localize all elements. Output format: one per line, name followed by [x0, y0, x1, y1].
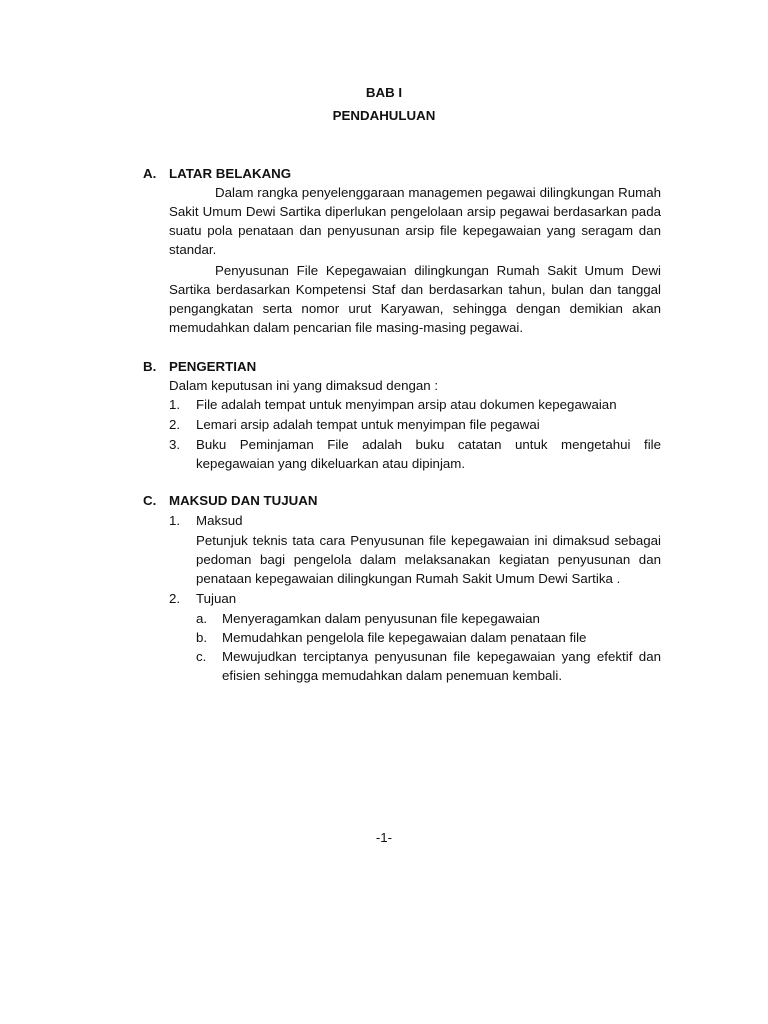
tujuan-subitem-letter: c. [196, 649, 207, 664]
chapter-number: BAB I [365, 85, 403, 100]
section-a-letter: A. [143, 166, 157, 181]
maksud-number: 1. [169, 513, 181, 528]
list-item-number: 3. [169, 437, 181, 452]
page-number: -1- [375, 830, 393, 845]
section-a-title: LATAR BELAKANG [169, 166, 292, 181]
tujuan-subitem-text: Menyeragamkan dalam penyusunan file kepegawaian [222, 611, 540, 626]
list-item [169, 415, 661, 434]
section-a-paragraph-2: Penyusunan File Kepegawaian dilingkungan Rumah Sakit Umum Dewi Sartika berdasarkan Kompetensi Staf dan berdasarkan tahun, bulan dan tanggal pengangkatan serta nomor urut Karyawan, sehingga dengan demikian akan memudahkan dalam pencarian file masing-masing pegawai. [169, 263, 661, 335]
list-item-text: File adalah tempat untuk menyimpan arsip atau dokumen kepegawaian [196, 397, 617, 412]
tujuan-subitem [169, 609, 661, 628]
section-c-letter: C. [143, 493, 157, 508]
section-b-heading [143, 357, 256, 376]
tujuan-subitem [169, 628, 661, 647]
section-a-heading [143, 164, 291, 183]
tujuan-subitem [169, 647, 661, 685]
tujuan-number: 2. [169, 591, 181, 606]
section-b-title: PENGERTIAN [169, 359, 257, 374]
section-b-intro: Dalam keputusan ini yang dimaksud dengan : [169, 378, 439, 393]
tujuan-subitem-letter: a. [196, 611, 208, 626]
tujuan-item [169, 589, 661, 608]
tujuan-subitem-text: Mewujudkan terciptanya penyusunan file kepegawaian yang efektif dan efisien sehingga memudahkan dalam penemuan kembali. [222, 649, 661, 683]
chapter-title: PENDAHULUAN [332, 108, 436, 123]
tujuan-subitem-letter: b. [196, 630, 208, 645]
section-c-title: MAKSUD DAN TUJUAN [169, 493, 318, 508]
list-item-text: Lemari arsip adalah tempat untuk menyimpan file pegawai [196, 417, 540, 432]
section-c-body [169, 511, 661, 685]
list-item [169, 435, 661, 473]
maksud-item [169, 511, 661, 530]
list-item-number: 2. [169, 417, 181, 432]
list-item-text: Buku Peminjaman File adalah buku catatan untuk mengetahui file kepegawaian yang dikeluarkan atau dipinjam. [196, 437, 661, 471]
list-item [169, 395, 661, 414]
maksud-text: Petunjuk teknis tata cara Penyusunan file kepegawaian ini dimaksud sebagai pedoman bagi pengelola dalam melaksanakan kegiatan penyusunan dan penataan kepegawaian dilingkungan Rumah Sakit Umum Dewi Sartika . [196, 533, 661, 586]
section-a-paragraph-1: Dalam rangka penyelenggaraan managemen pegawai dilingkungan Rumah Sakit Umum Dewi Sartika diperlukan pengelolaan arsip pegawai berdasarkan pada suatu pola penataan dan penyusunan arsip file kepegawaian yang seragam dan standar. [169, 185, 661, 257]
section-b-body [169, 376, 661, 474]
list-item-number: 1. [169, 397, 181, 412]
maksud-label: Maksud [196, 513, 243, 528]
section-c-heading [143, 491, 317, 510]
tujuan-subitem-text: Memudahkan pengelola file kepegawaian dalam penataan file [222, 630, 587, 645]
tujuan-label: Tujuan [196, 591, 237, 606]
section-b-letter: B. [143, 359, 157, 374]
